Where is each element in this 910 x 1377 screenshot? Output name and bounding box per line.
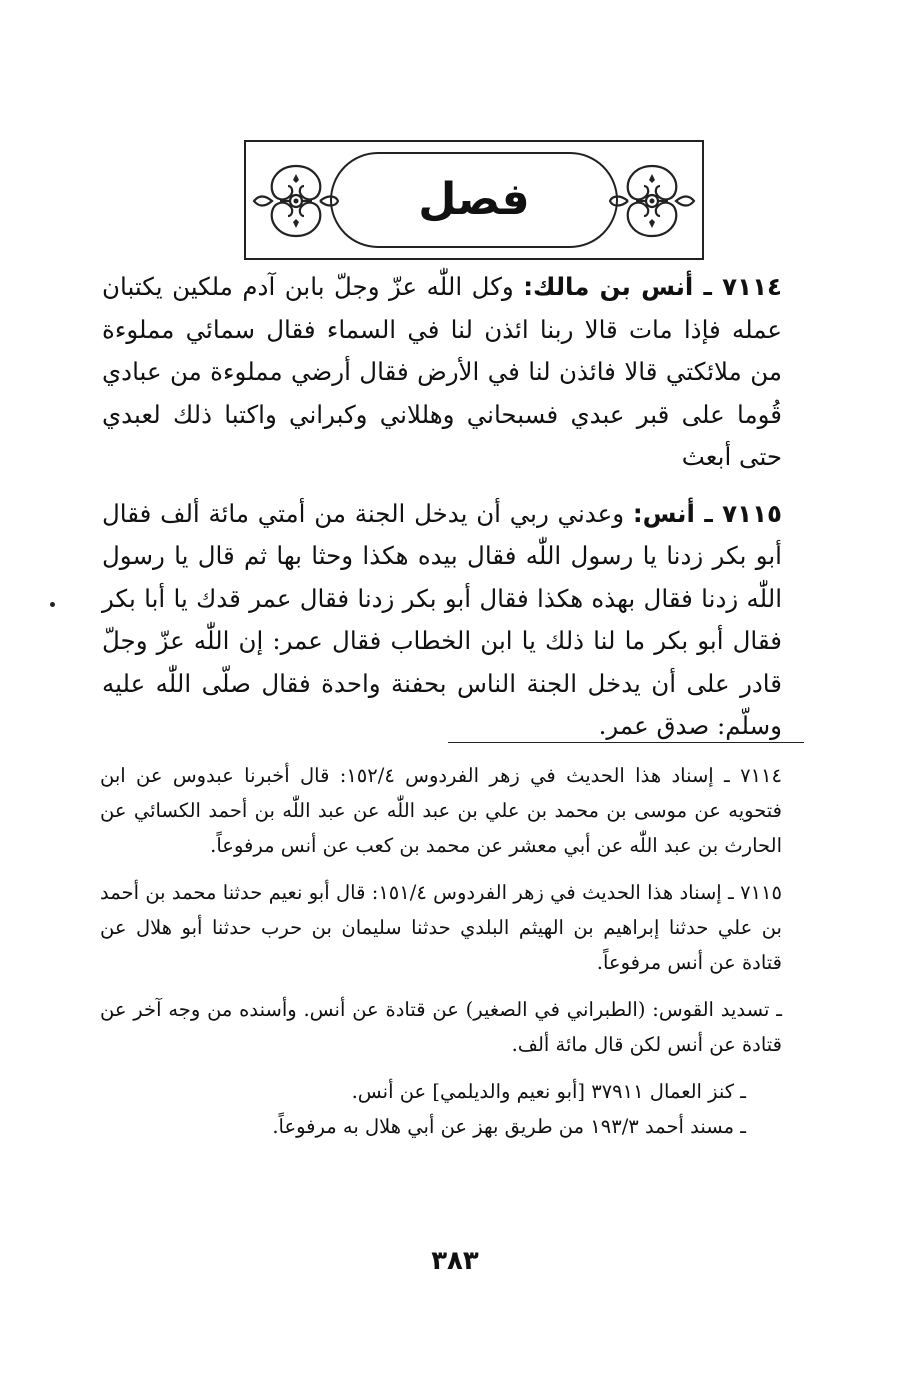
arabesque-ornament-icon	[606, 156, 698, 246]
footnote-7115: ٧١١٥ ـ إسناد هذا الحديث في زهر الفردوس ١٥١/٤: قال أبو نعيم حدثنا محمد بن أحمد بن علي حدثنا إبراهيم بن الهيثم البلدي حدثنا سليمان بن حرب حدثنا أبو هلال عن قتادة عن أنس مرفوعاً.	[100, 881, 783, 974]
section-title: فصل	[418, 174, 530, 225]
hadith-text: وعدني ربي أن يدخل الجنة من أمتي مائة ألف فقال أبو بكر زدنا يا رسول اللّٰه فقال بيده هكذا وحثا بها ثم قال يا رسول اللّٰه زدنا فقال بهذه هكذا فقال أبو بكر زدنا فقال عمر قدك يا أبا بكر فقال أبو بكر ما لنا ذلك يا ابن الخطاب فقال عمر: إن اللّٰه عزّ وجلّ قادر على أن يدخل الجنة الناس بحفنة واحدة فقال صلّى اللّٰه عليه وسلّم: صدق عمر.	[102, 498, 782, 740]
footnotes	[100, 758, 782, 1144]
footnote-separator	[448, 742, 804, 743]
hadith-7115	[102, 493, 782, 748]
page-number: ٣٨٣	[431, 1246, 479, 1276]
section-title-cartouche	[330, 152, 618, 248]
hadith-7114	[102, 266, 782, 479]
footnote-7114: ٧١١٤ ـ إسناد هذا الحديث في زهر الفردوس ١٥٢/٤: قال أخبرنا عبدوس عن ابن فتحويه عن موسى بن محمد بن علي بن عبد اللّٰه عن عبد اللّٰه بن أحمد الكسائي عن الحارث بن عبد اللّٰه عن أبي معشر عن محمد بن كعب عن أنس مرفوعاً.	[100, 764, 782, 857]
hadith-heading: ٧١١٤ ـ أنس بن مالك:	[523, 272, 782, 301]
hadith-text: وكل اللّٰه عزّ وجلّ بابن آدم ملكين يكتبان عمله فإذا مات قالا ربنا ائذن لنا في السماء فقال سمائي مملوءة من ملائكتي قالا فائذن لنا في الأرض فقال أرضي مملوءة من عبادي قُوما على قبر عبدي فسبحاني وهللاني وكبراني واكتبا ذلك لعبدي حتى أبعث	[102, 272, 782, 471]
arabesque-ornament-icon	[250, 156, 342, 246]
footnote-musnad: ـ مسند أحمد ١٩٣/٣ من طريق بهز عن أبي هلال به مرفوعاً.	[272, 1115, 746, 1138]
footnote-kanz: ـ كنز العمال ٣٧٩١١ [أبو نعيم والديلمي] عن أنس.	[351, 1080, 746, 1103]
hadith-heading: ٧١١٥ ـ أنس:	[632, 498, 782, 528]
footnote-tasdid: ـ تسديد القوس: (الطبراني في الصغير) عن قتادة عن أنس. وأسنده من وجه آخر عن قتادة عن أنس لكن قال مائة ألف.	[100, 998, 782, 1056]
margin-mark	[50, 602, 55, 607]
main-text	[102, 266, 782, 762]
